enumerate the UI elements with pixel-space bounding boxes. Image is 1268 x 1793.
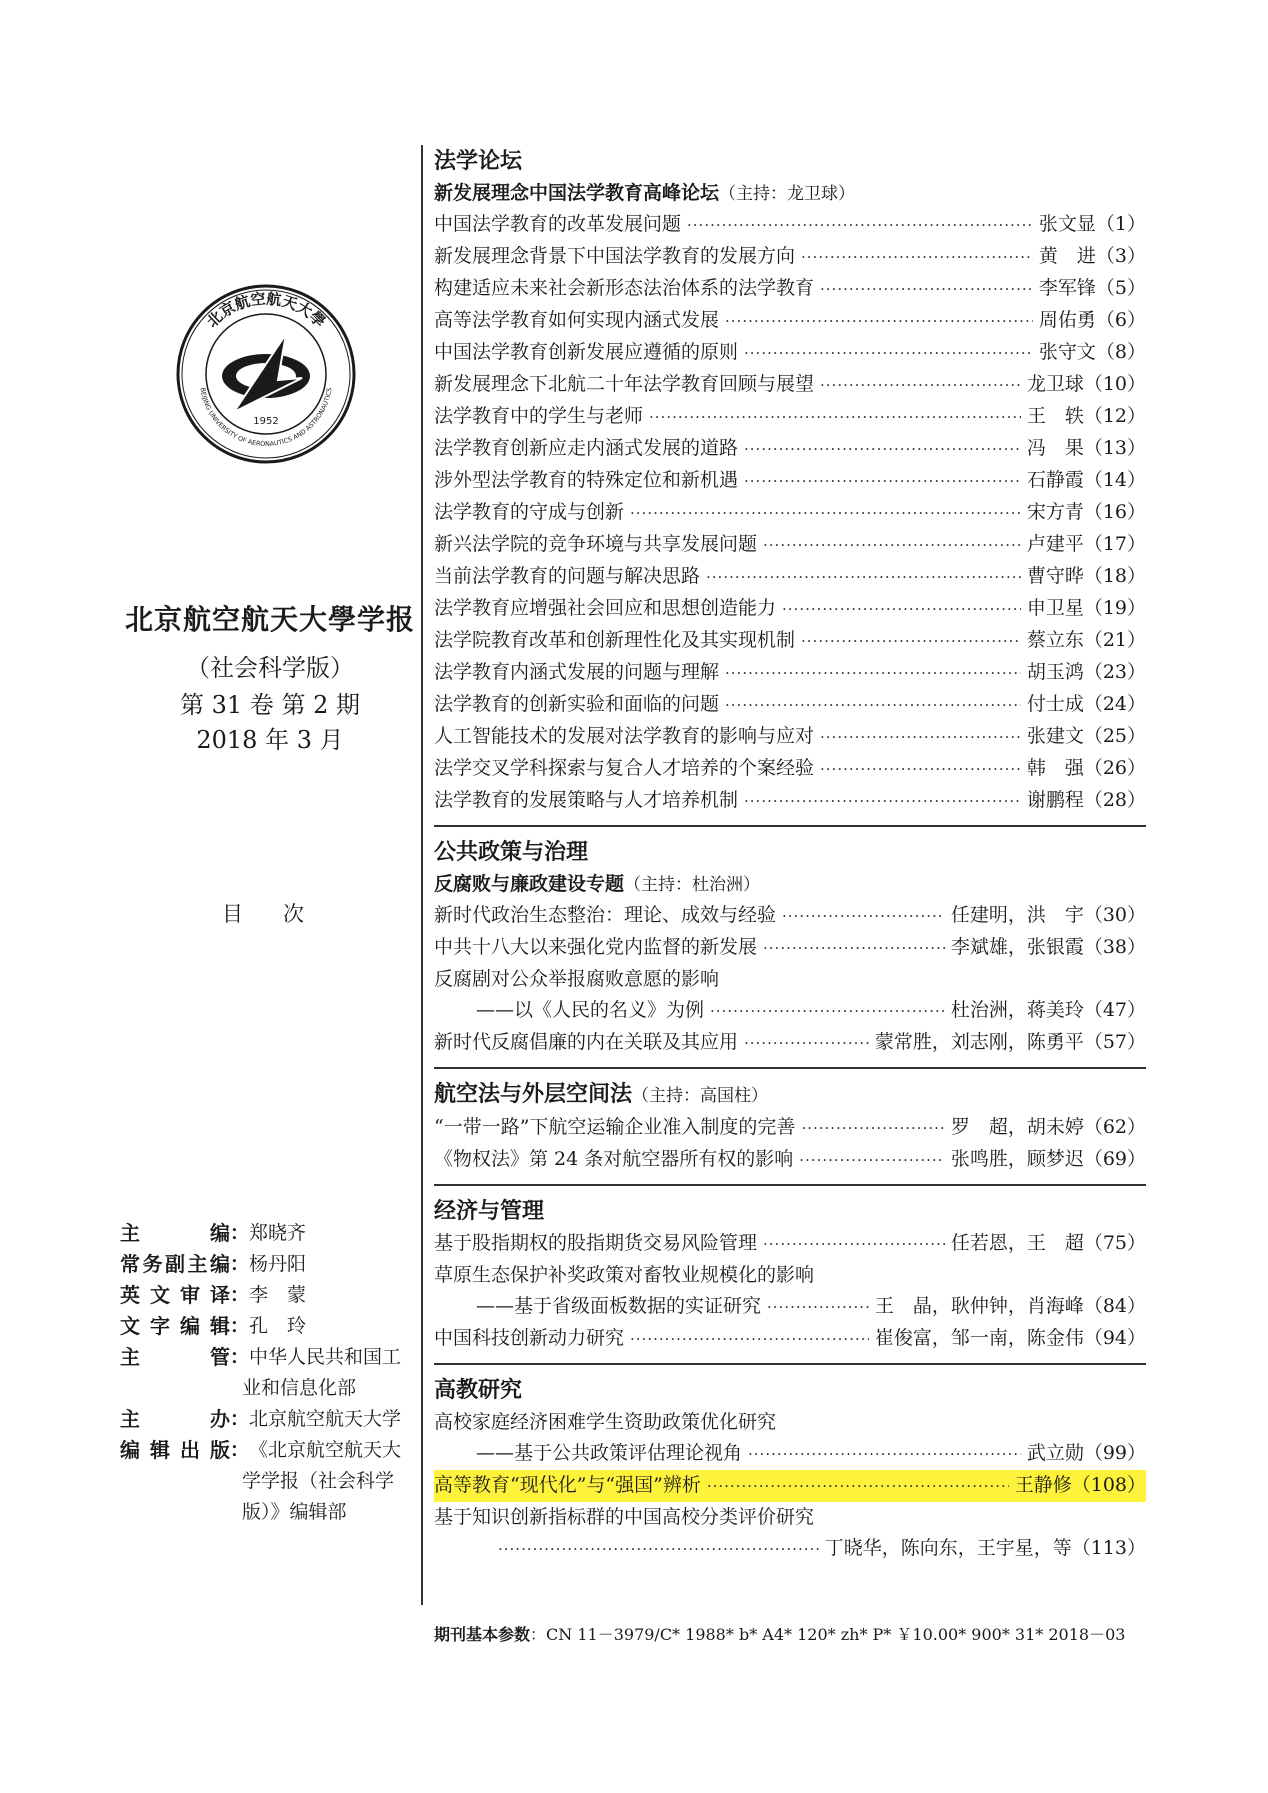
seal-english-text: BEIJING UNIVERSITY OF AERONAUTICS AND ASTRONAUTICS xyxy=(198,387,334,449)
entry-author-page: 张建文（25） xyxy=(1026,725,1146,747)
toc-entry[interactable] xyxy=(434,900,1146,932)
editorial-role: 编辑出版 xyxy=(120,1438,230,1462)
leader-dots xyxy=(763,530,1021,561)
leader-dots xyxy=(744,1028,869,1059)
editorial-row xyxy=(120,1311,420,1342)
entry-author-page: 杜治洲，蒋美玲（47） xyxy=(950,999,1146,1021)
entry-title: 法学教育的发展策略与人才培养机制 xyxy=(434,789,739,811)
editorial-row xyxy=(120,1373,420,1404)
entry-title: ——以《人民的名义》为例 xyxy=(476,999,705,1021)
entry-title: 法学教育创新应走内涵式发展的道路 xyxy=(434,437,739,459)
leader-dots xyxy=(748,1439,1021,1470)
section-title xyxy=(434,146,1146,178)
editorial-colon: ： xyxy=(230,1408,250,1430)
entry-title: 基于股指期权的股指期货交易风险管理 xyxy=(434,1232,758,1254)
toc-label: 目次 xyxy=(222,902,344,926)
leader-dots xyxy=(820,722,1021,753)
leader-dots xyxy=(649,402,1021,433)
section-host: （主持：龙卫球） xyxy=(719,184,856,204)
editorial-value: 版）》编辑部 xyxy=(242,1501,347,1523)
params-label: 期刊基本参数 xyxy=(434,1625,531,1644)
params-value: ：CN 11－3979/C* 1988* b* A4* 120* zh* P* ￥10.00* 900* 31* 2018－03 xyxy=(530,1625,1126,1644)
toc-entry[interactable] xyxy=(434,561,1146,593)
editorial-value: 杨丹阳 xyxy=(249,1253,307,1275)
section-host: （主持：杜治洲） xyxy=(624,875,761,895)
editorial-row xyxy=(120,1280,420,1311)
entry-author-page: 蒙常胜，刘志刚，陈勇平（57） xyxy=(874,1031,1146,1053)
entry-author-page: 曹守晔（18） xyxy=(1026,565,1146,587)
section-subtitle-text: 反腐败与廉政建设专题 xyxy=(434,873,625,895)
editorial-row xyxy=(120,1342,420,1373)
entry-author-page: 韩 强（26） xyxy=(1026,757,1146,779)
entry-title: 法学教育内涵式发展的问题与理解 xyxy=(434,661,720,683)
editorial-value: 北京航空航天大学 xyxy=(249,1408,402,1430)
toc-entry[interactable] xyxy=(434,369,1146,401)
entry-author-page: 冯 果（13） xyxy=(1026,437,1146,459)
toc-entry[interactable] xyxy=(434,1533,1146,1565)
entry-title: 《物权法》第 24 条对航空器所有权的影响 xyxy=(434,1148,794,1170)
toc-entry[interactable] xyxy=(434,1228,1146,1260)
toc-entry[interactable] xyxy=(434,241,1146,273)
editorial-row xyxy=(120,1497,420,1528)
leader-dots xyxy=(820,274,1033,305)
leader-dots xyxy=(820,754,1021,785)
entry-title: 新发展理念下北航二十年法学教育回顾与展望 xyxy=(434,373,815,395)
toc-entry[interactable] xyxy=(434,433,1146,465)
leader-dots xyxy=(707,1471,1009,1502)
column-divider xyxy=(421,145,423,1605)
section-title-text: 航空法与外层空间法 xyxy=(434,1082,633,1107)
toc-entry[interactable] xyxy=(434,1144,1146,1176)
section-title xyxy=(434,1375,1146,1407)
entry-title: 法学教育中的学生与老师 xyxy=(434,405,644,427)
entry-title: 新时代反腐倡廉的内在关联及其应用 xyxy=(434,1031,739,1053)
section-title xyxy=(434,1196,1146,1228)
entry-title: 新发展理念背景下中国法学教育的发展方向 xyxy=(434,245,796,267)
toc-entry[interactable] xyxy=(434,1260,1146,1291)
editorial-value: 郑晓齐 xyxy=(249,1222,307,1244)
university-seal-logo xyxy=(174,282,358,466)
editorial-value: 业和信息化部 xyxy=(242,1377,357,1399)
editorial-value: 中华人民共和国工 xyxy=(249,1346,402,1368)
leader-dots xyxy=(706,562,1021,593)
entry-title: 当前法学教育的问题与解决思路 xyxy=(434,565,701,587)
editorial-role: 英文审译 xyxy=(120,1283,230,1307)
toc-entry[interactable] xyxy=(434,593,1146,625)
toc-entry[interactable] xyxy=(434,273,1146,305)
toc-entry[interactable] xyxy=(434,1438,1146,1470)
toc-entry[interactable] xyxy=(434,995,1146,1027)
leader-dots xyxy=(801,242,1033,273)
journal-parameters xyxy=(434,1622,1125,1645)
leader-dots xyxy=(725,690,1021,721)
entry-author-page: 武立勋（99） xyxy=(1026,1442,1146,1464)
entry-title: 法学交叉学科探索与复合人才培养的个案经验 xyxy=(434,757,815,779)
leader-dots xyxy=(725,306,1033,337)
section-subtitle-text: 新发展理念中国法学教育高峰论坛 xyxy=(434,182,720,204)
toc-section xyxy=(434,1363,1146,1571)
entry-author-page: 付士成（24） xyxy=(1026,693,1146,715)
editorial-role: 文字编辑 xyxy=(120,1314,230,1338)
leader-dots xyxy=(630,1324,869,1355)
editorial-value: 李 蒙 xyxy=(249,1284,307,1306)
editorial-colon: ： xyxy=(230,1222,250,1244)
editorial-role: 主编 xyxy=(120,1221,230,1245)
leader-dots xyxy=(744,786,1021,817)
entry-author-page: 李斌雄，张银霞（38） xyxy=(950,936,1146,958)
entry-author-page: 石静霞（14） xyxy=(1026,469,1146,491)
editorial-colon: ： xyxy=(230,1253,250,1275)
leader-dots xyxy=(744,338,1033,369)
section-rule xyxy=(434,825,1146,827)
entry-title: 反腐剧对公众举报腐败意愿的影响 xyxy=(434,968,720,990)
leader-dots xyxy=(799,1145,945,1176)
leader-dots xyxy=(630,498,1021,529)
entry-author-page: 王静修（108） xyxy=(1014,1474,1146,1496)
editorial-value: 学学报（社会科学 xyxy=(242,1470,395,1492)
toc-entry[interactable] xyxy=(434,1323,1146,1355)
leader-dots xyxy=(763,933,945,964)
leader-dots xyxy=(782,901,945,932)
leader-dots xyxy=(744,434,1021,465)
seal-chinese-text: 北京航空航天大學 xyxy=(203,289,329,331)
toc-entry[interactable] xyxy=(434,753,1146,785)
editorial-role: 常务副主编 xyxy=(120,1252,230,1276)
editorial-row xyxy=(120,1435,420,1466)
entry-author-page: 龙卫球（10） xyxy=(1026,373,1146,395)
entry-author-page: 卢建平（17） xyxy=(1026,533,1146,555)
toc-entry[interactable] xyxy=(434,337,1146,369)
entry-author-page: 周佑勇（6） xyxy=(1038,309,1146,331)
entry-title: 人工智能技术的发展对法学教育的影响与应对 xyxy=(434,725,815,747)
entry-author-page: 申卫星（19） xyxy=(1026,597,1146,619)
editorial-colon: ： xyxy=(230,1315,250,1337)
leader-dots xyxy=(687,210,1033,241)
table-of-contents xyxy=(434,146,1146,1571)
leader-dots xyxy=(801,1113,944,1144)
toc-entry[interactable] xyxy=(434,1027,1146,1059)
entry-title: 法学院教育改革和创新理性化及其实现机制 xyxy=(434,629,796,651)
toc-entry[interactable] xyxy=(434,1407,1146,1438)
toc-entry[interactable] xyxy=(434,785,1146,817)
editorial-row xyxy=(120,1249,420,1280)
entry-author-page: 任建明，洪 宇（30） xyxy=(950,904,1146,926)
section-title xyxy=(434,1079,1146,1112)
entry-author-page: 罗 超，胡未婷（62） xyxy=(950,1116,1146,1138)
toc-entry[interactable] xyxy=(434,1470,1146,1502)
section-rule xyxy=(434,1363,1146,1365)
leader-dots xyxy=(767,1292,869,1323)
leader-dots xyxy=(763,1229,945,1260)
section-title-text: 公共政策与治理 xyxy=(434,840,589,865)
editorial-value: 孔 玲 xyxy=(249,1315,307,1337)
entry-title: 高校家庭经济困难学生资助政策优化研究 xyxy=(434,1411,777,1433)
section-title-text: 经济与管理 xyxy=(434,1199,545,1224)
toc-entry[interactable] xyxy=(434,1112,1146,1144)
entry-author-page: 谢鹏程（28） xyxy=(1026,789,1146,811)
toc-entry[interactable] xyxy=(434,529,1146,561)
entry-title: 基于知识创新指标群的中国高校分类评价研究 xyxy=(434,1506,815,1528)
editorial-colon: ： xyxy=(230,1439,250,1461)
toc-section xyxy=(434,1067,1146,1182)
toc-section xyxy=(434,146,1146,823)
editorial-colon: ： xyxy=(230,1346,250,1368)
entry-title: 高等法学教育如何实现内涵式发展 xyxy=(434,309,720,331)
entry-author-page: 张文显（1） xyxy=(1038,213,1146,235)
journal-title: 北京航空航天大學学报 xyxy=(124,603,415,636)
entry-author-page: 黄 进（3） xyxy=(1038,245,1146,267)
leader-dots xyxy=(801,626,1021,657)
toc-entry[interactable] xyxy=(434,657,1146,689)
toc-entry[interactable] xyxy=(434,625,1146,657)
editorial-value: 《北京航空航天大 xyxy=(249,1439,402,1461)
leader-dots xyxy=(498,1534,819,1565)
entry-author-page: 任若恩，王 超（75） xyxy=(950,1232,1146,1254)
toc-entry[interactable] xyxy=(434,401,1146,433)
section-rule xyxy=(434,1184,1146,1186)
entry-title: 涉外型法学教育的特殊定位和新机遇 xyxy=(434,469,739,491)
section-title-text: 高教研究 xyxy=(434,1378,523,1403)
entry-author-page: 张鸣胜，顾梦迟（69） xyxy=(950,1148,1146,1170)
svg-text:北京航空航天大學 xyxy=(203,290,329,331)
section-subtitle xyxy=(434,869,1146,900)
entry-author-page: 张守文（8） xyxy=(1038,341,1146,363)
section-subtitle xyxy=(434,178,1146,209)
toc-section xyxy=(434,1184,1146,1361)
leader-dots xyxy=(782,594,1021,625)
editorial-colon: ： xyxy=(230,1284,250,1306)
leader-dots xyxy=(710,996,945,1027)
entry-title: ——基于省级面板数据的实证研究 xyxy=(476,1295,762,1317)
leader-dots xyxy=(744,466,1021,497)
entry-author-page: 李军锋（5） xyxy=(1038,277,1146,299)
toc-entry[interactable] xyxy=(434,932,1146,964)
entry-title: “一带一路”下航空运输企业准入制度的完善 xyxy=(434,1116,796,1138)
entry-author-page: 蔡立东（21） xyxy=(1026,629,1146,651)
leader-dots xyxy=(820,370,1021,401)
journal-volume: 第 31 卷 第 2 期 xyxy=(180,691,360,719)
toc-entry[interactable] xyxy=(434,465,1146,497)
entry-title: 中国科技创新动力研究 xyxy=(434,1327,625,1349)
entry-title: 中国法学教育创新发展应遵循的原则 xyxy=(434,341,739,363)
entry-title: 高等教育“现代化”与“强国”辨析 xyxy=(434,1474,701,1496)
section-rule xyxy=(434,1067,1146,1069)
leader-dots xyxy=(725,658,1021,689)
entry-title: 新兴法学院的竞争环境与共享发展问题 xyxy=(434,533,758,555)
section-host: （主持：高国柱） xyxy=(632,1086,769,1106)
entry-title: 法学教育的守成与创新 xyxy=(434,501,625,523)
editorial-board xyxy=(120,1218,420,1528)
journal-date: 2018 年 3 月 xyxy=(196,726,344,754)
entry-author-page: 宋方青（16） xyxy=(1026,501,1146,523)
entry-author-page: 王 晶，耿仲钟，肖海峰（84） xyxy=(874,1295,1146,1317)
toc-entry[interactable] xyxy=(434,497,1146,529)
entry-title: 新时代政治生态整治：理论、成效与经验 xyxy=(434,904,777,926)
editorial-role: 主管 xyxy=(120,1345,230,1369)
section-title-text: 法学论坛 xyxy=(434,149,523,174)
section-title xyxy=(434,837,1146,869)
entry-title: 法学教育的创新实验和面临的问题 xyxy=(434,693,720,715)
editorial-row xyxy=(120,1404,420,1435)
editorial-role: 主办 xyxy=(120,1407,230,1431)
entry-title: 草原生态保护补奖政策对畜牧业规模化的影响 xyxy=(434,1264,815,1286)
entry-title: ——基于公共政策评估理论视角 xyxy=(476,1442,743,1464)
entry-title: 构建适应未来社会新形态法治体系的法学教育 xyxy=(434,277,815,299)
entry-author-page: 崔俊富，邹一南，陈金伟（94） xyxy=(874,1327,1146,1349)
toc-entry[interactable] xyxy=(434,964,1146,995)
editorial-row xyxy=(120,1466,420,1497)
toc-entry[interactable] xyxy=(434,1291,1146,1323)
entry-title: 法学教育应增强社会回应和思想创造能力 xyxy=(434,597,777,619)
toc-entry[interactable] xyxy=(434,209,1146,241)
toc-entry[interactable] xyxy=(434,689,1146,721)
toc-entry[interactable] xyxy=(434,305,1146,337)
entry-author-page: 丁晓华，陈向东，王宇星，等（113） xyxy=(824,1537,1146,1559)
editorial-row xyxy=(120,1218,420,1249)
entry-title: 中共十八大以来强化党内监督的新发展 xyxy=(434,936,758,958)
toc-entry[interactable] xyxy=(434,721,1146,753)
seal-year: 1952 xyxy=(253,416,279,427)
toc-entry[interactable] xyxy=(434,1502,1146,1533)
entry-author-page: 王 轶（12） xyxy=(1026,405,1146,427)
journal-edition: （社会科学版） xyxy=(186,654,354,682)
entry-title: 中国法学教育的改革发展问题 xyxy=(434,213,682,235)
entry-author-page: 胡玉鸿（23） xyxy=(1026,661,1146,683)
toc-section xyxy=(434,825,1146,1065)
